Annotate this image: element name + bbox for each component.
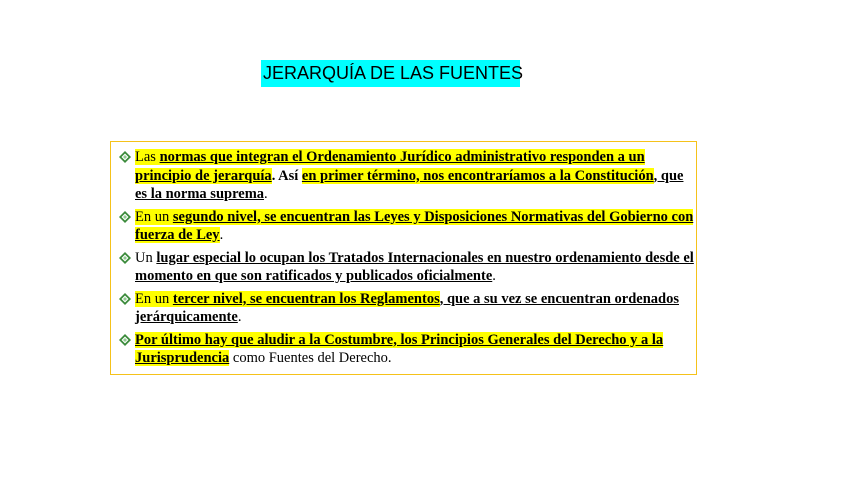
bullet-text: lugar especial lo ocupan los Tratados Internacionales en nuestro ordenamiento desde el momento en que son ratificados y publicados oficialmente [135,249,694,284]
bullet-text: segundo nivel, se encuentran las Leyes y Disposiciones Normativas del Gobierno con fuerza de Ley [135,208,694,243]
bullet-text: Por último hay que aludir a la Costumbre, los Principios Generales del Derecho y a la Jurisprudencia [135,331,664,366]
bullet-text: . [219,227,224,243]
bullet-text: Las [135,149,160,165]
bullet-text: en primer término, nos encontraríamos a la Constitución [301,167,654,184]
bullet-text: . [387,350,392,366]
bullet-item [117,331,697,368]
bullet-text: . Así [271,167,302,184]
bullet-text: , que es la norma suprema [135,167,684,202]
bullet-text: En un [135,208,173,225]
bullet-item [117,290,697,327]
diamond-bullet-icon [119,334,131,346]
diamond-bullet-icon [119,211,131,223]
bullet-list [117,148,697,372]
bullet-text: como Fuentes del Derecho [229,350,388,366]
bullet-text: tercer nivel, se encuentran los Reglamentos [172,290,440,307]
bullet-item [117,148,697,204]
bullet-text: normas que integran el Ordenamiento Jurídico administrativo responden a un principio de jerarquía [135,149,645,184]
bullet-item [117,249,697,286]
diamond-bullet-icon [119,151,131,163]
bullet-text: En un [135,290,173,307]
diamond-bullet-icon [119,293,131,305]
bullet-text: , que a su vez se encuentran ordenados jerárquicamente [135,290,679,325]
bullet-text: . [264,186,268,202]
bullet-text: . [492,268,496,284]
bullet-item [117,208,697,245]
bullet-text: Un [135,249,157,266]
slide-title: JERARQUÍA DE LAS FUENTES [261,60,520,87]
bullet-text: . [237,309,242,325]
diamond-bullet-icon [119,252,131,264]
